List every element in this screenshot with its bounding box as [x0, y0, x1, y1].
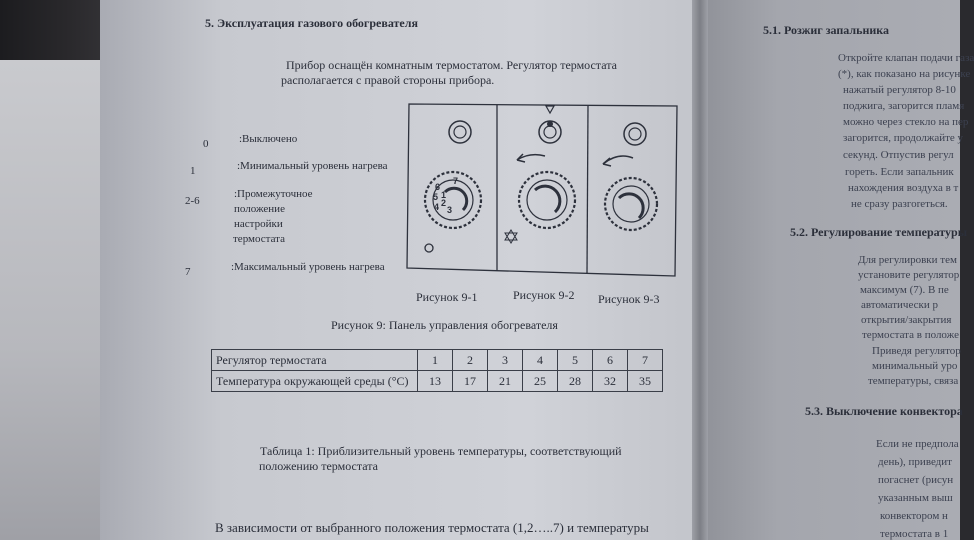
figure-label-9-1: Рисунок 9-1 — [416, 290, 478, 304]
indicator-dot — [425, 244, 433, 252]
legend-text-2-6-b: положение — [234, 203, 285, 215]
rp-p1-6: секунд. Отпустив регул — [843, 149, 954, 161]
ignition-button-outer — [449, 121, 471, 143]
table-cell: 35 — [628, 371, 663, 392]
panel-9-1 — [425, 121, 481, 252]
ignition-button-inner-3 — [629, 128, 641, 140]
rp-p2-5: термостата в положе — [862, 329, 959, 341]
rp-p1-7: гореть. Если запальник — [845, 166, 954, 178]
legend-text-2-6-c: настройки — [234, 218, 283, 230]
rp-p2-1: установите регулятор — [858, 269, 960, 281]
rp-p1-4: можно через стекло на пер — [843, 116, 969, 128]
table-cell: 28 — [558, 371, 593, 392]
table-row-label: Температура окружающей среды (°C) — [212, 371, 418, 392]
table-cell: 13 — [418, 371, 453, 392]
dial1-num-7: 7 — [453, 176, 459, 186]
right-heading-5-3: 5.3. Выключение конвектора — [805, 404, 963, 418]
dial-pointer-2 — [535, 186, 560, 212]
table-cell: 4 — [523, 350, 558, 371]
rp-p2-4: открытия/закрытия — [861, 314, 952, 326]
table-row — [212, 350, 663, 371]
intro-line-2: располагается с правой стороны прибора. — [281, 73, 495, 87]
rp-p1-1: (*), как показано на рисунке — [838, 68, 971, 80]
legend-key-7: 7 — [185, 266, 191, 278]
dial1-num-1: 1 — [441, 190, 447, 200]
right-heading-5-2: 5.2. Регулирование температуры — [790, 225, 968, 239]
legend-text-7: :Максимальный уровень нагрева — [231, 261, 385, 273]
table-cell: 5 — [558, 350, 593, 371]
panel-9-2-flame — [547, 121, 553, 127]
book-gutter — [692, 0, 708, 540]
rp-p2-2: максимум (7). В пе — [860, 284, 949, 296]
intro-line-1: Прибор оснащён комнатным термостатом. Регулятор термостата — [286, 58, 617, 72]
table-cell: 25 — [523, 371, 558, 392]
rp-p2-3: автоматически р — [861, 299, 938, 311]
legend-text-2-6-d: термостата — [233, 233, 286, 245]
table-caption-line-1: Таблица 1: Приблизительный уровень температуры, соответствующий — [260, 444, 622, 458]
rp-p3-0: Если не предпола — [876, 438, 959, 450]
table-cell: 6 — [593, 350, 628, 371]
dial1-num-3: 3 — [447, 205, 453, 215]
table-cell: 21 — [488, 371, 523, 392]
rp-p3-5: термостата в 1 — [880, 528, 949, 540]
rp-p1-9: не сразу разгоreться. — [851, 198, 948, 210]
legend-key-1: 1 — [190, 165, 196, 177]
dial1-num-2: 2 — [441, 198, 447, 208]
rp-p3-3: указанным выш — [878, 492, 953, 504]
rp-p2-0: Для регулировки тем — [858, 254, 957, 266]
table-cell: 2 — [453, 350, 488, 371]
table-caption-line-2: положению термостата — [259, 459, 378, 473]
rp-p3-1: день), приведит — [878, 456, 952, 468]
body-text-bottom: В зависимости от выбранного положения термостата (1,2…..7) и температуры — [215, 520, 649, 535]
table-cell: 17 — [453, 371, 488, 392]
rp-p1-3: поджига, загорится пламя — [843, 100, 965, 112]
dial1-num-4: 4 — [434, 202, 440, 212]
rp-p1-0: Откройте клапан подачи газа — [838, 52, 974, 64]
rp-p2-8: температуры, связа — [868, 375, 959, 387]
ignition-button-inner — [454, 126, 466, 138]
table-cell: 32 — [593, 371, 628, 392]
control-panel-figure — [405, 100, 680, 280]
legend-text-1: :Минимальный уровень нагрева — [237, 160, 388, 172]
legend-text-2-6-a: :Промежуточное — [234, 188, 313, 200]
figure-label-9-3: Рисунок 9-3 — [598, 292, 660, 306]
figure-caption: Рисунок 9: Панель управления обогревателя — [331, 318, 558, 332]
panel-9-3 — [603, 123, 657, 230]
rp-p1-2: нажатый регулятор 8-10 — [843, 84, 956, 96]
rp-p3-2: погаснет (рисун — [878, 474, 954, 486]
rp-p2-6: Приведя регулятор — [872, 345, 961, 357]
ignition-button-inner-2 — [544, 126, 556, 138]
flame-icon — [547, 121, 553, 127]
panel-9-2 — [505, 106, 575, 243]
table-row-label: Регулятор термостата — [212, 350, 418, 371]
dial1-num-5: 5 — [433, 192, 439, 202]
section-title: 5. Эксплуатация газового обогревателя — [205, 16, 418, 30]
table-row — [212, 371, 663, 392]
temperature-table — [211, 349, 663, 392]
dial-pointer-3 — [619, 194, 643, 218]
rp-p2-7: минимальный уро — [872, 360, 958, 372]
panel-divider-2 — [587, 106, 588, 274]
rp-p1-8: нахождения воздуха в т — [848, 182, 959, 194]
legend-key-2-6: 2-6 — [185, 195, 200, 207]
table-cell: 7 — [628, 350, 663, 371]
rp-p1-5: загорится, продолжайте у — [843, 132, 964, 144]
right-heading-5-1: 5.1. Розжиг запальника — [763, 23, 890, 37]
rp-p3-4: конвектором н — [880, 510, 948, 522]
flame-star-icon — [505, 230, 517, 243]
ignition-button-outer-3 — [624, 123, 646, 145]
table-cell: 3 — [488, 350, 523, 371]
dial1-num-6: 6 — [435, 182, 441, 192]
down-arrow-indicator — [546, 106, 554, 113]
legend-text-0: :Выключено — [239, 133, 298, 145]
legend-key-0: 0 — [203, 138, 209, 150]
figure-label-9-2: Рисунок 9-2 — [513, 288, 575, 302]
table-cell: 1 — [418, 350, 453, 371]
foam-packaging — [0, 60, 110, 540]
